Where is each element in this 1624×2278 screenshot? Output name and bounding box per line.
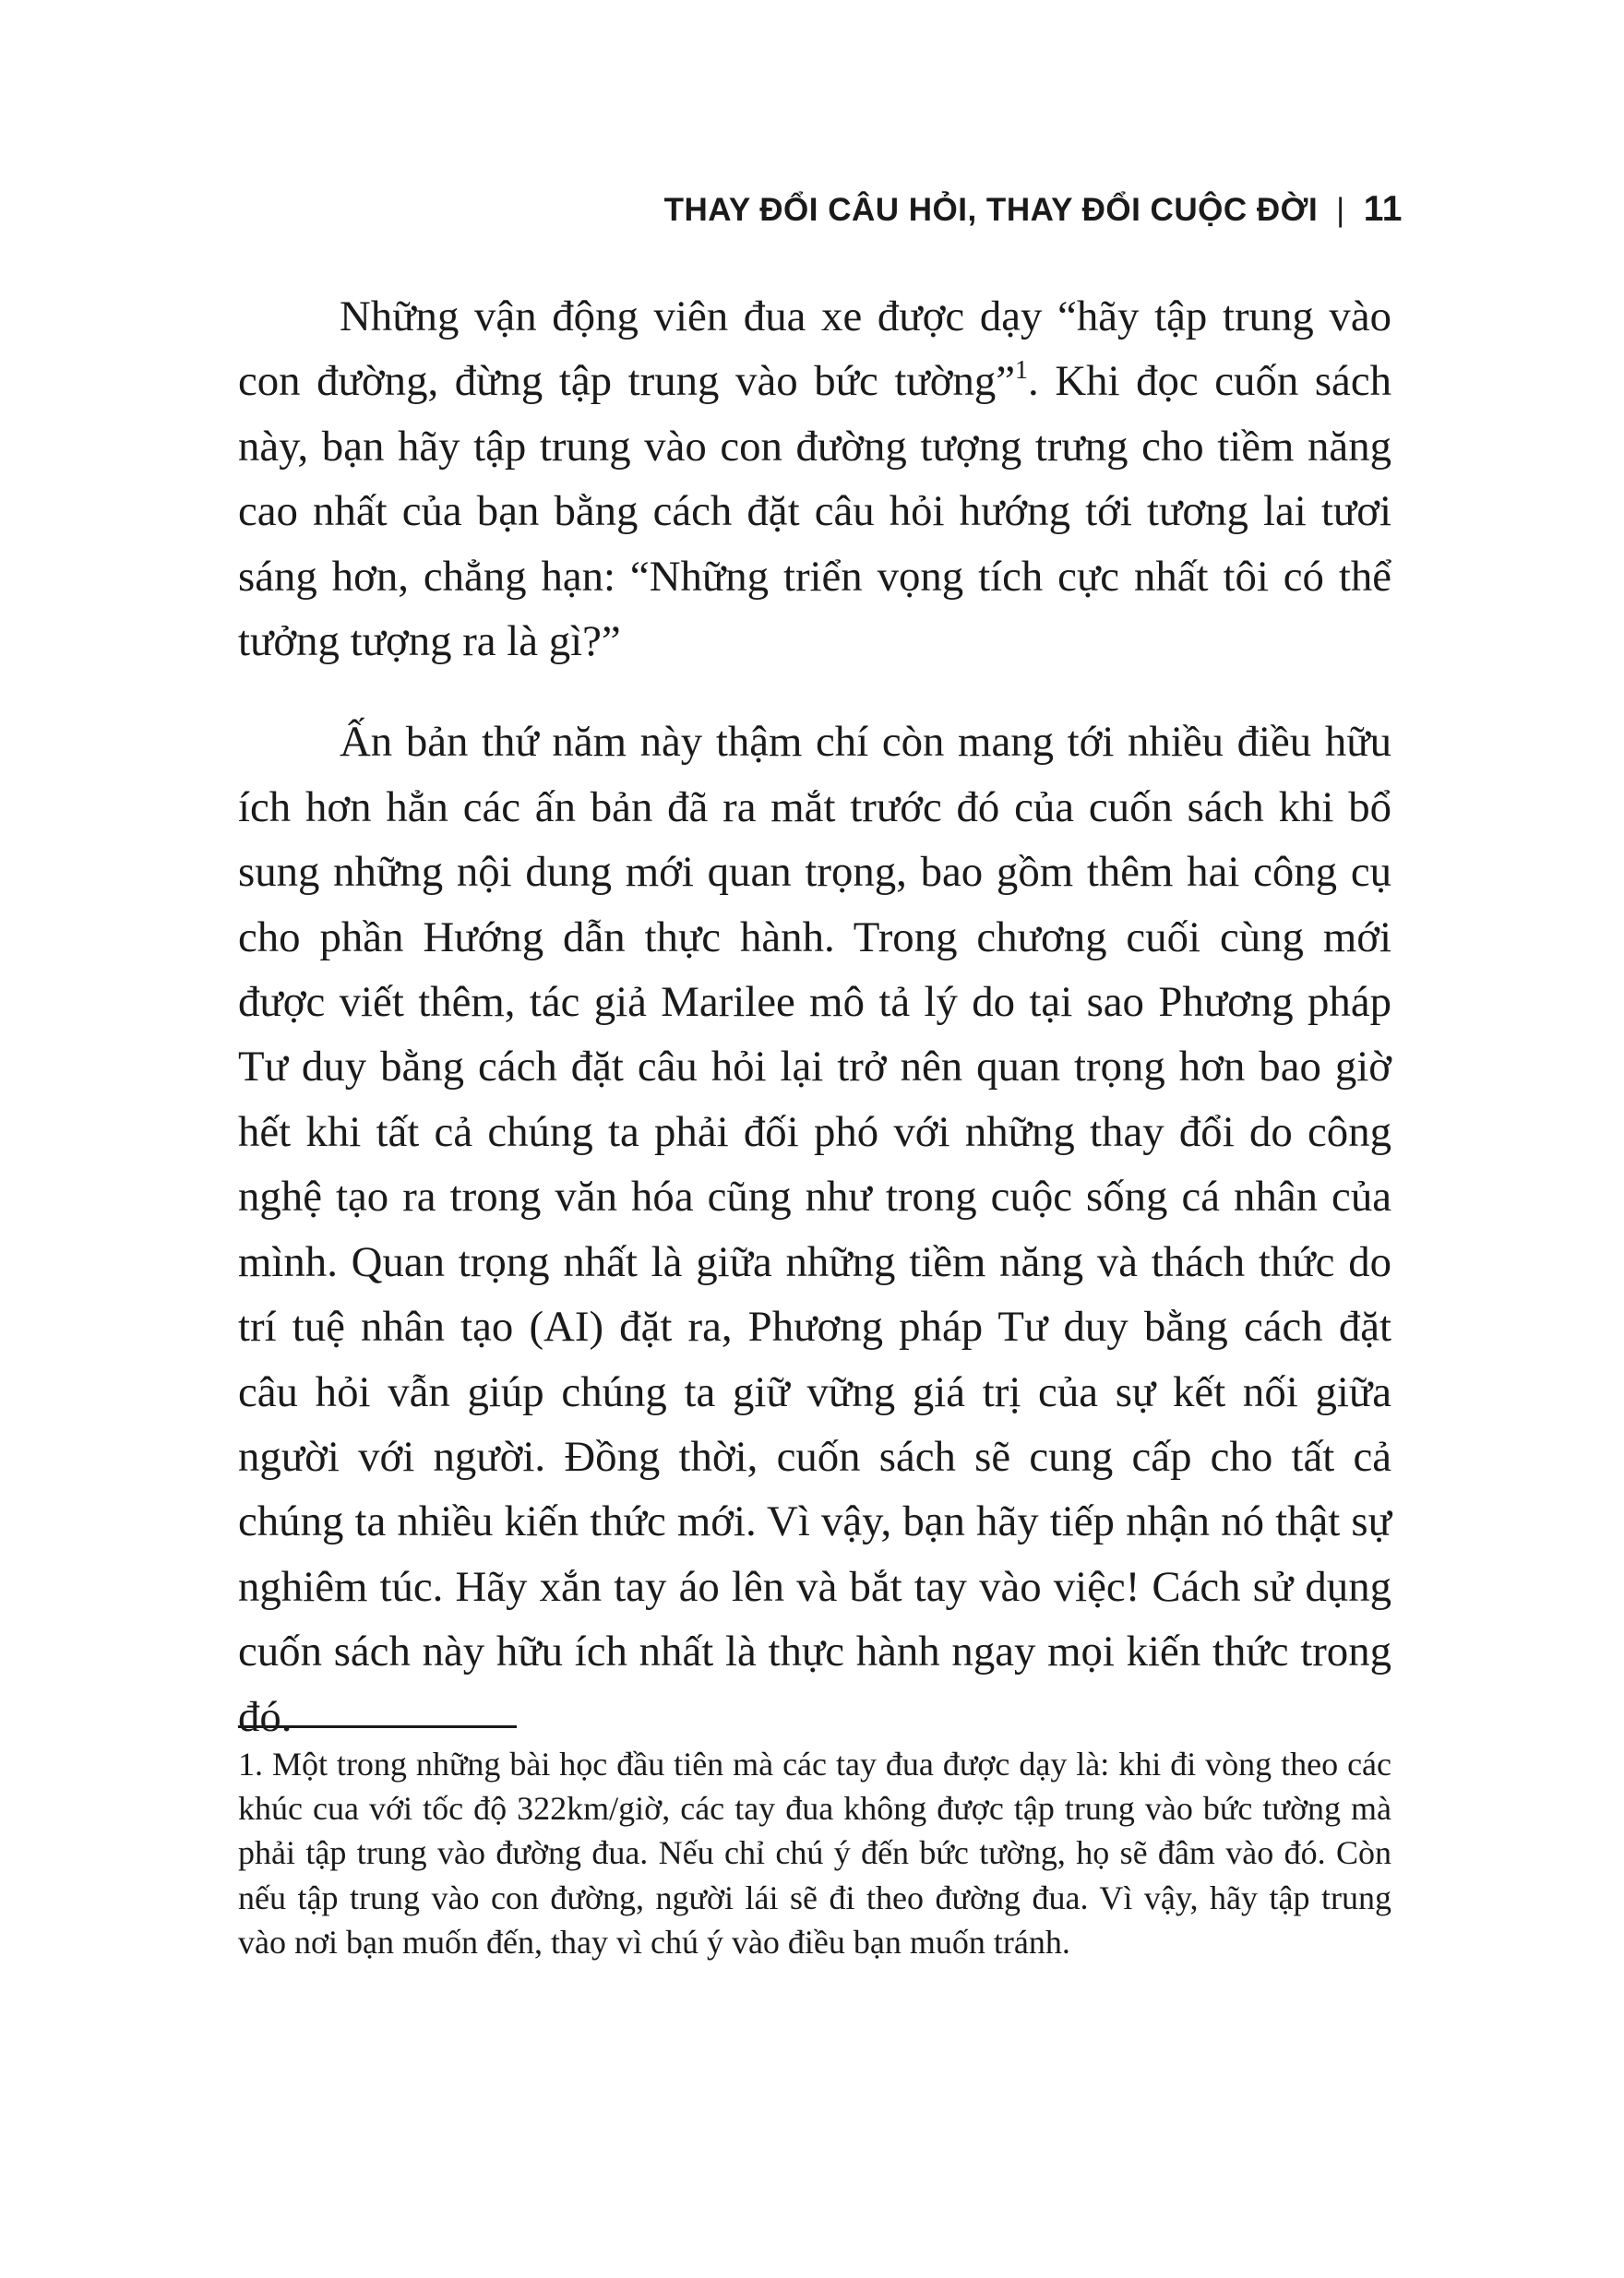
footnote xyxy=(238,1742,1391,1964)
footnote-text: 1. Một trong những bài học đầu tiên mà các tay đua được dạy là: khi đi vòng theo các khúc cua với tốc độ 322km/giờ, các tay đua không được tập trung vào bức tường mà phải tập trung vào đường đua. Nếu chỉ chú ý đến bức tường, họ sẽ đâm vào đó. Còn nếu tập trung vào con đường, người lái sẽ đi theo đường đua. Vì vậy, hãy tập trung vào nơi bạn muốn đến, thay vì chú ý vào điều bạn muốn tránh. xyxy=(238,1746,1391,1961)
footnote-divider xyxy=(238,1725,517,1728)
paragraph-1-text-b: . Khi đọc cuốn sách này, bạn hãy tập trung vào con đường tượng trưng cho tiềm năng cao nhất của bạn bằng cách đặt câu hỏi hướng tới tương lai tươi sáng hơn, chẳng hạn: “Những triển vọng tích cực nhất tôi có thể tưởng tượng ra là gì?” xyxy=(238,357,1391,666)
body-text xyxy=(238,284,1391,1749)
footnote-reference: 1 xyxy=(1015,356,1029,386)
paragraph-2: Ấn bản thứ năm này thậm chí còn mang tới nhiều điều hữu ích hơn hẳn các ấn bản đã ra mắt trước đó của cuốn sách khi bổ sung những nội dung mới quan trọng, bao gồm thêm hai công cụ cho phần Hướng dẫn thực hành. Trong chương cuối cùng mới được viết thêm, tác giả Marilee mô tả lý do tại sao Phương pháp Tư duy bằng cách đặt câu hỏi lại trở nên quan trọng hơn bao giờ hết khi tất cả chúng ta phải đối phó với những thay đổi do công nghệ tạo ra trong văn hóa cũng như trong cuộc sống cá nhân của mình. Quan trọng nhất là giữa những tiềm năng và thách thức do trí tuệ nhân tạo (AI) đặt ra, Phương pháp Tư duy bằng cách đặt câu hỏi vẫn giúp chúng ta giữ vững giá trị của sự kết nối giữa người với người. Đồng thời, cuốn sách sẽ cung cấp cho tất cả chúng ta nhiều kiến thức mới. Vì vậy, bạn hãy tiếp nhận nó thật sự nghiêm túc. Hãy xắn tay áo lên và bắt tay vào việc! Cách sử dụng cuốn sách này hữu ích nhất là thực hành ngay mọi kiến thức trong đó. xyxy=(238,718,1391,1741)
running-header xyxy=(664,189,1403,230)
page-number: 11 xyxy=(1363,189,1403,229)
paragraph-1 xyxy=(238,284,1391,674)
running-title: THAY ĐỔI CÂU HỎI, THAY ĐỔI CUỘC ĐỜI xyxy=(663,192,1319,228)
header-separator: | xyxy=(1336,192,1345,228)
paragraph-1-text-a: Những vận động viên đua xe được dạy “hãy tập trung vào con đường, đừng tập trung vào bức tường” xyxy=(238,292,1391,406)
